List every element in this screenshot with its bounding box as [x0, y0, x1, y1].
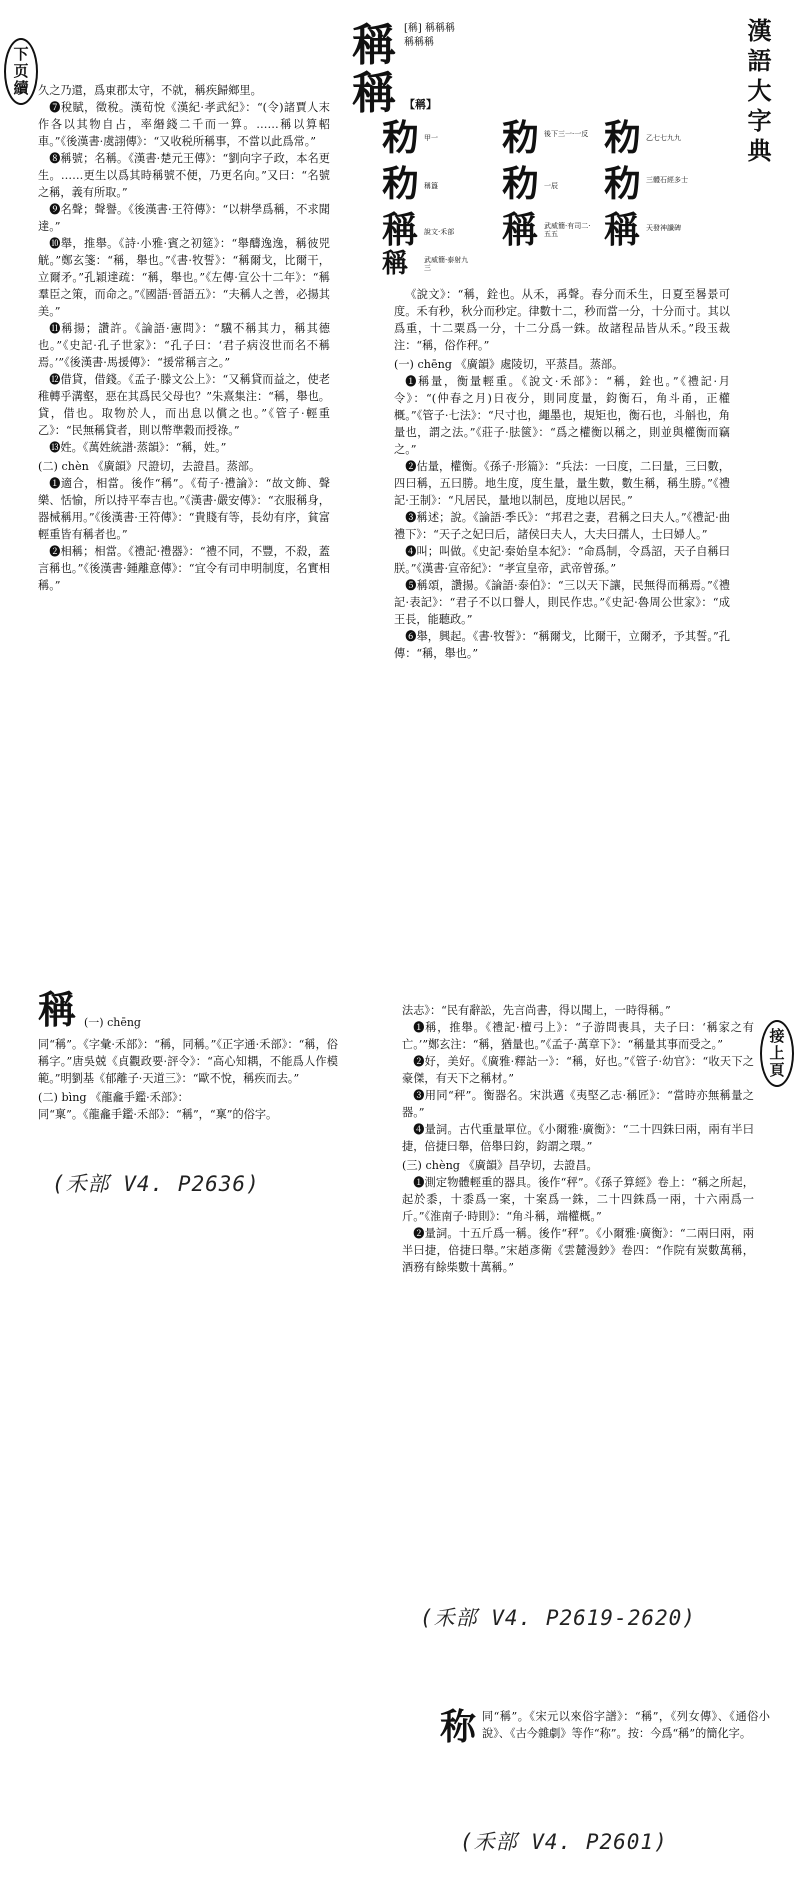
left-paragraph: ❿舉，推舉。《詩·小雅·賓之初筵》：“舉醻逸逸，稱彼兕觥。”鄭玄箋：“稱，舉也。”《書·牧誓》：“稱爾戈，比爾干，立爾矛。”孔穎達疏：“稱，舉也。”《左傳·宣公十二年》：“稱羣臣之策，而命之。”《國語·晉語五》：“夫稱人之善，必揚其美。”: [38, 237, 330, 318]
right-column-upper: [394, 286, 730, 936]
right-lower-paragraph: ❸用同“秤”。衡器名。宋洪邁《夷堅乙志·稱匠》：“當時亦無稱量之器。”: [402, 1089, 754, 1119]
glyph-caption: 甲一: [424, 134, 438, 142]
right-paragraph: ❻舉，興起。《書·牧誓》：“稱爾戈，比爾干，立爾矛，予其誓。”孔傳：“稱，舉也。”: [394, 630, 730, 660]
headword-tag: 【稱】: [404, 98, 437, 111]
entry-3: [440, 1708, 770, 1746]
left-paragraph: 久之乃還，爲東郡太守，不就，稱疾歸鄉里。: [38, 84, 262, 97]
right-lower-reading-heading: (三) chèng 《廣韻》昌孕切，去證昌。: [402, 1159, 598, 1172]
entry-3-def: 同“稱”。《宋元以來俗字譜》：“稱”，《列女傳》、《通俗小說》、《古今雜劇》等作“称”。按：今爲“稱”的簡化字。: [482, 1710, 770, 1740]
left-paragraph: ❽稱號；名稱。《漢書·楚元王傳》：“劉向字子政，本名更生。……更生以爲其時稱號不便，乃更名向。”又曰：“名號之稱，義有所取。”: [38, 152, 330, 199]
glyph-caption: 武威簡·泰射九三: [424, 256, 469, 272]
left-reading-heading: (二) chèn 《廣韻》尺證切，去證昌。蒸部。: [38, 460, 261, 473]
entry-2: [38, 987, 338, 1123]
right-column-lower: [402, 1002, 754, 1572]
glyph-caption: 稱簋: [424, 182, 438, 190]
glyph-form: 稱: [382, 249, 409, 279]
entry-2-reading: (一) chēng: [84, 1016, 141, 1029]
right-lower-paragraph: ❹量詞。古代重量單位。《小爾雅·廣衡》：“二十四銖曰兩，兩有半曰捷，倍捷曰舉，倍舉曰鈞，鈞謂之環。”: [402, 1123, 754, 1153]
glyph-form: 𥝢: [502, 117, 539, 159]
entry-2-def-2: 同“稟”。《龍龕手鑑·禾部》：“稱”，“稟”的俗字。: [38, 1108, 278, 1121]
right-paragraph: 《說文》：“稱，銓也。从禾，爯聲。春分而禾生，日夏至晷景可度。禾有秒，秋分而秒定。律數十二，秒而當一分，十分而寸。其以爲重，十二粟爲一分，十二分爲一銖。故諸程品皆从禾。”段玉裁注：“稱，俗作秤。”: [394, 288, 730, 352]
entry-2-def: 同“稱”。《字彙·禾部》：“稱，同稱。”《正字通·禾部》：“稱，俗稱字。”唐吳兢《貞觀政要·評令》：“高心知耦，不能爲人作模範。”明劉基《郁離子·天道三》：“歐不悅，稱疾而去。”: [38, 1038, 338, 1085]
left-paragraph: ❶適合，相當。後作“稱”。《荀子·禮論》：“故文飾、聲樂、恬愉，所以持平奉吉也。”《漢書·嚴安傳》：“衣服稱身，器械稱用。”《後漢書·王符傳》：“貴賤有等，長幼有序，貧富輕重皆有稱者也。”: [38, 477, 330, 541]
right-reading-heading: (一) chēng 《廣韻》處陵切，平蒸昌。蒸部。: [394, 358, 624, 371]
glyph-caption: 一辰: [544, 182, 558, 190]
entry-2-reading-2: (二) bìng 《龍龕手鑑·禾部》：: [38, 1091, 189, 1104]
glyph-caption: 乙七七九九: [646, 134, 681, 142]
continued-stamp-right: [760, 1020, 794, 1087]
glyph-form: 𥝢: [604, 163, 641, 205]
right-lower-paragraph: ❶稱，推舉。《禮記·檀弓上》：“子游問喪具，夫子曰：‘稱家之有亡。’”鄭玄注：“稱，猶量也。”《孟子·萬章下》：“稱量其事而受之。”: [402, 1021, 754, 1051]
glyph-form: 稱: [382, 209, 419, 251]
headword-variants: [404, 22, 455, 50]
stamp-label: 接上頁: [769, 1027, 785, 1079]
handwritten-page-reference: (禾部 V4. P2636): [52, 1172, 260, 1196]
stamp-label: 下页續: [13, 45, 29, 97]
right-lower-paragraph: ❷好，美好。《廣雅·釋詁一》：“稱，好也。”《管子·幼官》：“收天下之豪傑，有天下之稱材。”: [402, 1055, 754, 1085]
right-paragraph: ❶稱量，衡量輕重。《說文·禾部》：“稱，銓也。”《禮記·月令》：“(仲春之月)日夜分，則同度量，鈞衡石，角斗甬，正權概。”《管子·七法》：“尺寸也，繩墨也，規矩也，衡石也，斗斛也，角量也，謂之法。”《莊子·胠篋》：“爲之權衡以稱之，則並與權衡而竊之。”: [394, 375, 730, 456]
left-column-upper: [38, 82, 330, 772]
continued-stamp-left: [4, 38, 38, 105]
entry-3-headword: 称: [440, 1706, 477, 1748]
right-paragraph: ❹叫；叫做。《史記·秦始皇本紀》：“命爲制，令爲詔，天子自稱曰朕。”《漢書·宣帝紀》：“孝宣皇帝，武帝曾孫。”: [394, 545, 730, 575]
left-paragraph: ❼稅賦，徵稅。漢荀悅《漢紀·孝武紀》：“(令)諸賈人末作各以其物自占，率緡錢二千而一算。……稱以算軺車。”《後漢書·虞詡傳》：“又收税所稱事，不當以此爲常。”: [38, 101, 330, 148]
glyph-caption: 說文·禾部: [424, 228, 455, 236]
right-paragraph: ❺稱頌，讚揚。《論語·泰伯》：“三以天下讓，民無得而稱焉。”《禮記·表記》：“君子不以口譽人，則民作忠。”《史記·魯周公世家》：“成王長，能聽政。”: [394, 579, 730, 626]
right-paragraph: ❸稱述；說。《論語·季氏》：“邦君之妻，君稱之曰夫人。”《禮記·曲禮下》：“天子之妃曰后，諸侯曰夫人，大夫曰孺人，士曰婦人。”: [394, 511, 730, 541]
ancient-glyph-forms: [372, 118, 732, 278]
glyph-caption: 三體石經多士: [646, 176, 688, 184]
handwritten-page-reference: (禾部 V4. P2619-2620): [420, 1606, 696, 1630]
right-lower-paragraph: ❶測定物體輕重的器具。後作“秤”。《孫子算經》卷上：“稱之所起，起於黍，十黍爲一案，十案爲一銖，二十四銖爲一兩，十六兩爲一斤。”《淮南子·時則》：“角斗稱，端權概。”: [402, 1176, 754, 1223]
glyph-form: 𥝢: [382, 117, 419, 159]
variants-line: [稱] 稱稱稱: [404, 23, 455, 34]
glyph-form: 𥝢: [604, 117, 641, 159]
glyph-form: 稱: [604, 209, 641, 251]
glyph-form: 稱: [502, 209, 539, 251]
handwritten-page-reference: (禾部 V4. P2601): [460, 1830, 668, 1854]
dictionary-title: 漢語大字典: [743, 18, 771, 168]
right-paragraph: ❷估量，權衡。《孫子·形篇》：“兵法：一曰度，二曰量，三曰數，四曰稱，五曰勝。地生度，度生量，量生數，數生稱，稱生勝。”《禮記·王制》：“凡居民，量地以制邑，度地以居民。”: [394, 460, 730, 507]
right-lower-paragraph: 法志》：“民有辭訟，先言尚書，得以聞上，一時得稱。”: [402, 1004, 671, 1017]
glyph-caption: 後下三一·一反: [544, 130, 589, 138]
right-lower-paragraph: ❷量詞。十五斤爲一稱。後作“秤”。《小爾雅·廣衡》：“二兩曰兩，兩半曰捷，倍捷曰舉。”宋趙彥衛《雲麓漫鈔》卷四：“作院有炭數萬稱，酒務有餘柴數十萬稱。”: [402, 1227, 754, 1274]
entry-3-body: [440, 1708, 770, 1742]
glyph-caption: 武威簡·有司二·五五: [544, 222, 591, 238]
variants-line: 稱稱稱: [404, 37, 434, 48]
glyph-form: 𥝢: [382, 163, 419, 205]
glyph-form: 𥝢: [502, 163, 539, 205]
glyph-caption: 天發神讖碑: [646, 224, 681, 232]
headword-char-alt: 稱: [352, 68, 396, 119]
left-paragraph: ⓭姓。《萬姓統譜·蒸韻》：“稱，姓。”: [49, 441, 227, 454]
left-paragraph: ❷相稱；相當。《禮記·禮器》：“禮不同，不豐，不殺，蓋言稱也。”《後漢書·鍾離意傳》：“宜令有司申明制度，名實相稱。”: [38, 545, 330, 592]
entry-2-headword: 稱: [38, 987, 77, 1032]
left-paragraph: ⓫稱揚；讚許。《論語·憲問》：“驥不稱其力，稱其德也。”《史記·孔子世家》：“孔子曰：‘君子病沒世而名不稱焉。’”《後漢書·馬援傳》：“援常稱言之。”: [38, 322, 330, 369]
left-paragraph: ❾名聲；聲譽。《後漢書·王符傳》：“以耕學爲稱，不求聞達。”: [38, 203, 330, 233]
left-paragraph: ⓬借貸，借錢。《孟子·滕文公上》：“又稱貸而益之，使老稚轉乎溝壑，惡在其爲民父母也？”朱熹集注：“稱，舉也。貸，借也。取物於人，而出息以償之也。”《管子·輕重乙》：“民無稱貸者，則以幣準穀而授祿。”: [38, 373, 330, 437]
entry-2-body: [38, 1036, 338, 1123]
headword-char: 稱: [352, 20, 396, 71]
